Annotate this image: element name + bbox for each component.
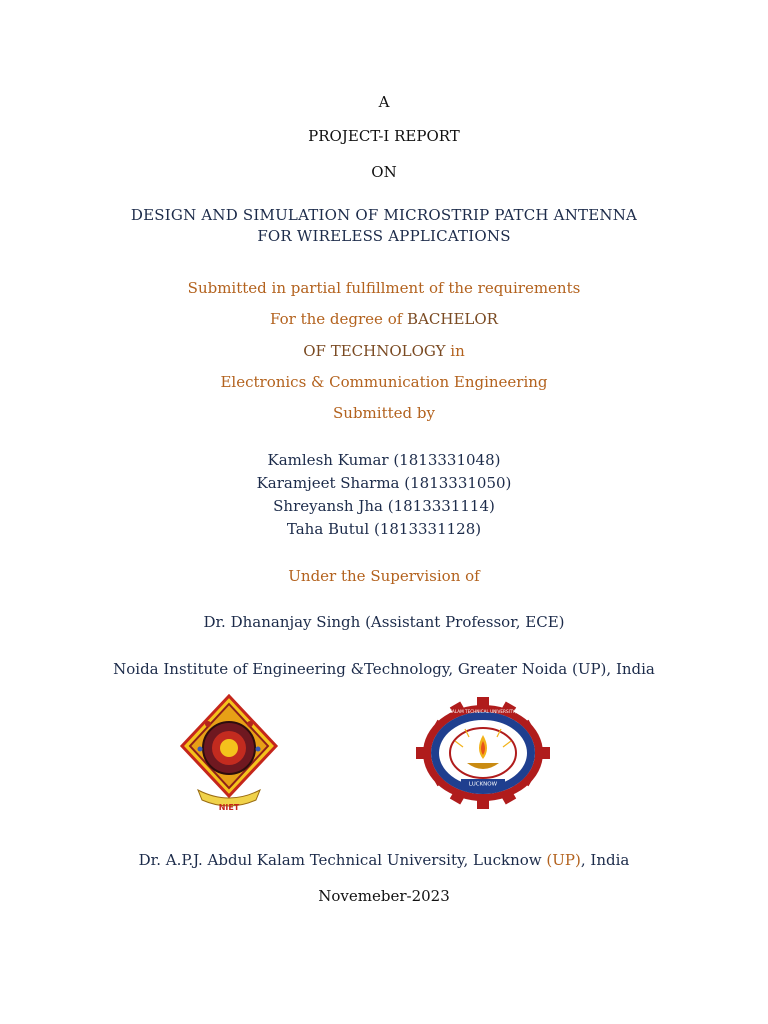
submitted-line-3b: in [445,342,465,360]
student-3: Shreyansh Jha (1813331114) [273,497,495,515]
submission-date: Novemeber-2023 [318,887,450,905]
supervision-label: Under the Supervision of [288,567,480,585]
student-4: Taha Butul (1813331128) [286,520,482,538]
submitted-line-3a: OF TECHNOLOGY [303,342,446,360]
submitted-line-2a: For the degree of [270,310,408,328]
submitted-line-2 [0,309,768,329]
niet-logo-image [178,694,280,812]
aktu-logo-ring-text: DR. A.P.J. ABDUL KALAM TECHNICAL UNIVERSITY, UTTAR PRADESH [416,709,550,714]
university-name: Dr. A.P.J. Abdul Kalam Technical University, Lucknow [138,851,547,869]
university-country: , India [580,851,630,869]
line-a: A [378,93,390,111]
submitted-line-4: Electronics & Communication Engineering [220,373,548,391]
university-line [0,850,768,870]
report-type: PROJECT-I REPORT [308,127,460,145]
title-line-2: FOR WIRELESS APPLICATIONS [257,227,511,245]
aktu-logo-bottom-text: LUCKNOW [468,781,498,788]
supervisor-name: Dr. Dhananjay Singh (Assistant Professor, ECE) [203,613,565,631]
niet-logo [178,694,280,812]
institute-name: Noida Institute of Engineering &Technology, Greater Noida (UP), India [113,660,655,678]
university-state: (UP) [546,851,581,869]
aktu-logo [416,697,550,809]
submitted-line-3 [0,341,768,361]
aktu-logo-image [416,697,550,809]
student-2: Karamjeet Sharma (1813331050) [256,474,512,492]
line-on: ON [371,163,397,181]
title-line-1: DESIGN AND SIMULATION OF MICROSTRIP PATCH ANTENNA [130,206,638,224]
niet-logo-text: NIET [218,803,240,812]
submitted-line-1: Submitted in partial fulfillment of the requirements [187,279,581,297]
submitted-line-2b: BACHELOR [407,310,498,328]
submitted-by: Submitted by [333,404,435,422]
student-1: Kamlesh Kumar (1813331048) [267,451,501,469]
